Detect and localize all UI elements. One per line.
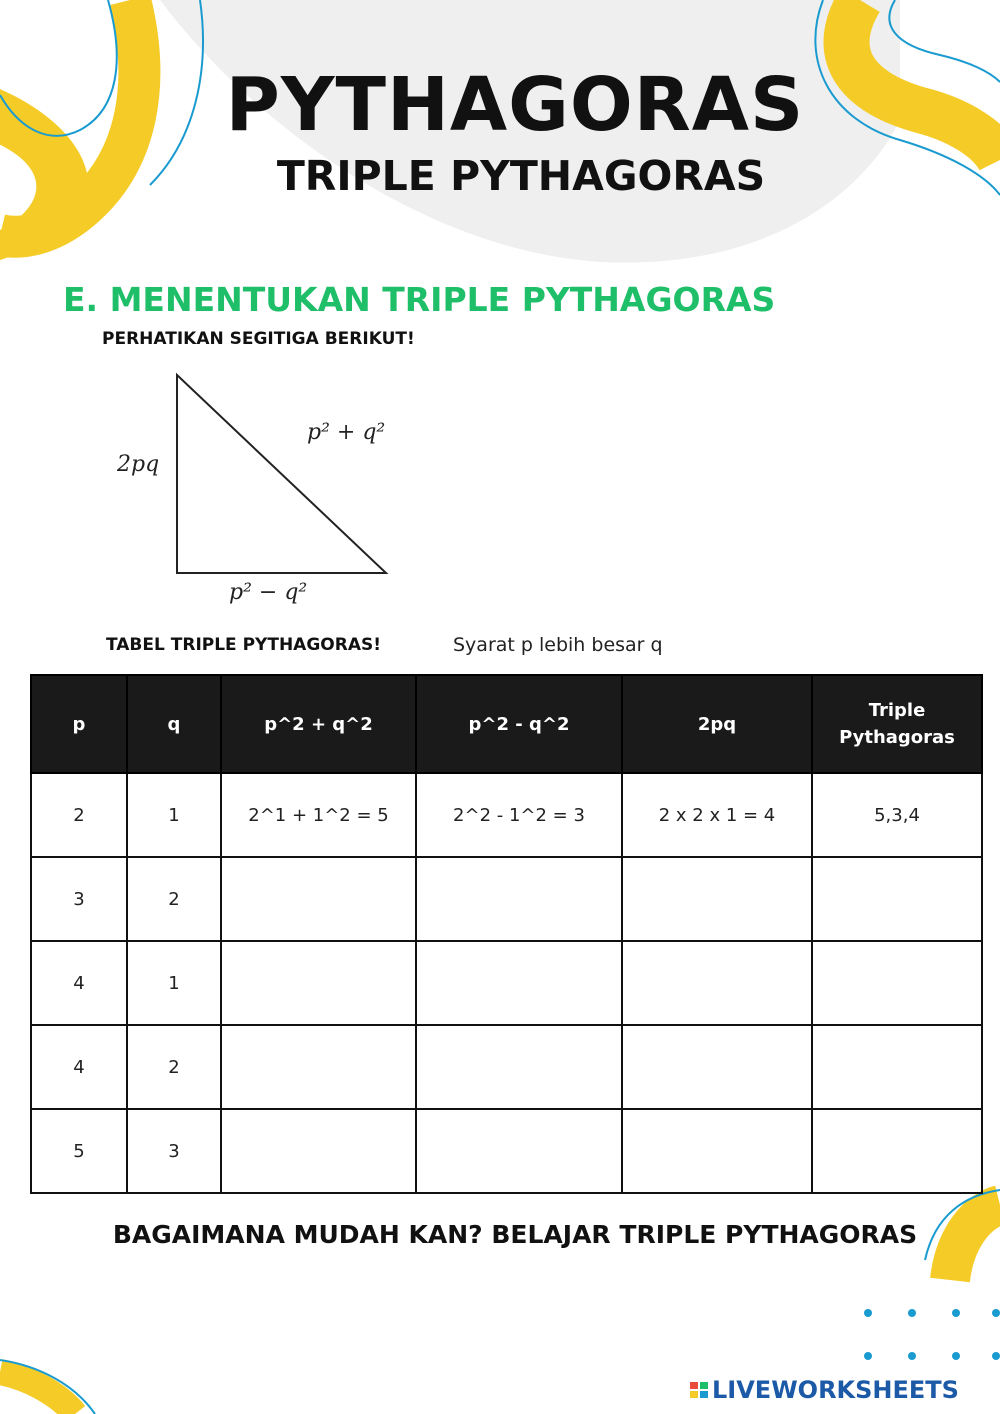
page-title: PYTHAGORAS — [225, 62, 805, 148]
cell-p: 2 — [31, 773, 127, 857]
cell-2pq[interactable] — [622, 1025, 812, 1109]
cell-p: 4 — [31, 941, 127, 1025]
cell-2pq[interactable] — [622, 941, 812, 1025]
table-row — [31, 1025, 982, 1109]
table-title: TABEL TRIPLE PYTHAGORAS! — [106, 635, 381, 655]
cell-q: 2 — [127, 1025, 221, 1109]
instruction-text: PERHATIKAN SEGITIGA BERIKUT! — [102, 329, 415, 349]
liveworksheets-logo[interactable] — [690, 1376, 959, 1404]
cell-2pq[interactable] — [622, 1109, 812, 1193]
liveworksheets-logo-icon — [690, 1382, 708, 1398]
right-triangle-diagram — [0, 0, 1000, 700]
header-p2-plus-q2: p^2 + q^2 — [221, 675, 416, 773]
header-p: p — [31, 675, 127, 773]
table-condition: Syarat p lebih besar q — [453, 634, 663, 656]
cell-p2-plus-q2[interactable] — [221, 1025, 416, 1109]
cell-q: 3 — [127, 1109, 221, 1193]
table-row — [31, 1109, 982, 1193]
triangle-hypotenuse-label: p² + q² — [307, 420, 386, 445]
table-row — [31, 857, 982, 941]
cell-triple[interactable] — [812, 1109, 982, 1193]
table-row — [31, 773, 982, 857]
cell-q: 1 — [127, 941, 221, 1025]
cell-p2-plus-q2[interactable] — [221, 857, 416, 941]
cell-p2-minus-q2[interactable] — [416, 1109, 622, 1193]
header-p2-minus-q2: p^2 - q^2 — [416, 675, 622, 773]
cell-q: 1 — [127, 773, 221, 857]
cell-triple[interactable] — [812, 941, 982, 1025]
header-q: q — [127, 675, 221, 773]
cell-p2-minus-q2[interactable]: 2^2 - 1^2 = 3 — [416, 773, 622, 857]
section-heading: E. MENENTUKAN TRIPLE PYTHAGORAS — [63, 280, 776, 319]
liveworksheets-logo-text: LIVEWORKSHEETS — [712, 1376, 959, 1404]
cell-p2-minus-q2[interactable] — [416, 1025, 622, 1109]
triangle-bottom-side-label: p² − q² — [229, 580, 308, 605]
closing-text: BAGAIMANA MUDAH KAN? BELAJAR TRIPLE PYTHAGORAS — [112, 1220, 918, 1249]
cell-2pq[interactable]: 2 x 2 x 1 = 4 — [622, 773, 812, 857]
cell-p2-plus-q2[interactable] — [221, 1109, 416, 1193]
table-row — [31, 941, 982, 1025]
cell-2pq[interactable] — [622, 857, 812, 941]
triangle-left-side-label: 2pq — [117, 452, 160, 477]
cell-p: 4 — [31, 1025, 127, 1109]
cell-p: 5 — [31, 1109, 127, 1193]
table-header-row — [31, 675, 982, 773]
cell-p2-plus-q2[interactable] — [221, 941, 416, 1025]
cell-triple[interactable] — [812, 857, 982, 941]
header-triple: Triple Pythagoras — [812, 675, 982, 773]
cell-p: 3 — [31, 857, 127, 941]
cell-triple[interactable] — [812, 1025, 982, 1109]
page-subtitle: TRIPLE PYTHAGORAS — [276, 152, 766, 200]
triple-pythagoras-table — [30, 674, 983, 1194]
cell-p2-plus-q2[interactable]: 2^1 + 1^2 = 5 — [221, 773, 416, 857]
cell-p2-minus-q2[interactable] — [416, 941, 622, 1025]
header-2pq: 2pq — [622, 675, 812, 773]
cell-q: 2 — [127, 857, 221, 941]
cell-p2-minus-q2[interactable] — [416, 857, 622, 941]
cell-triple[interactable]: 5,3,4 — [812, 773, 982, 857]
